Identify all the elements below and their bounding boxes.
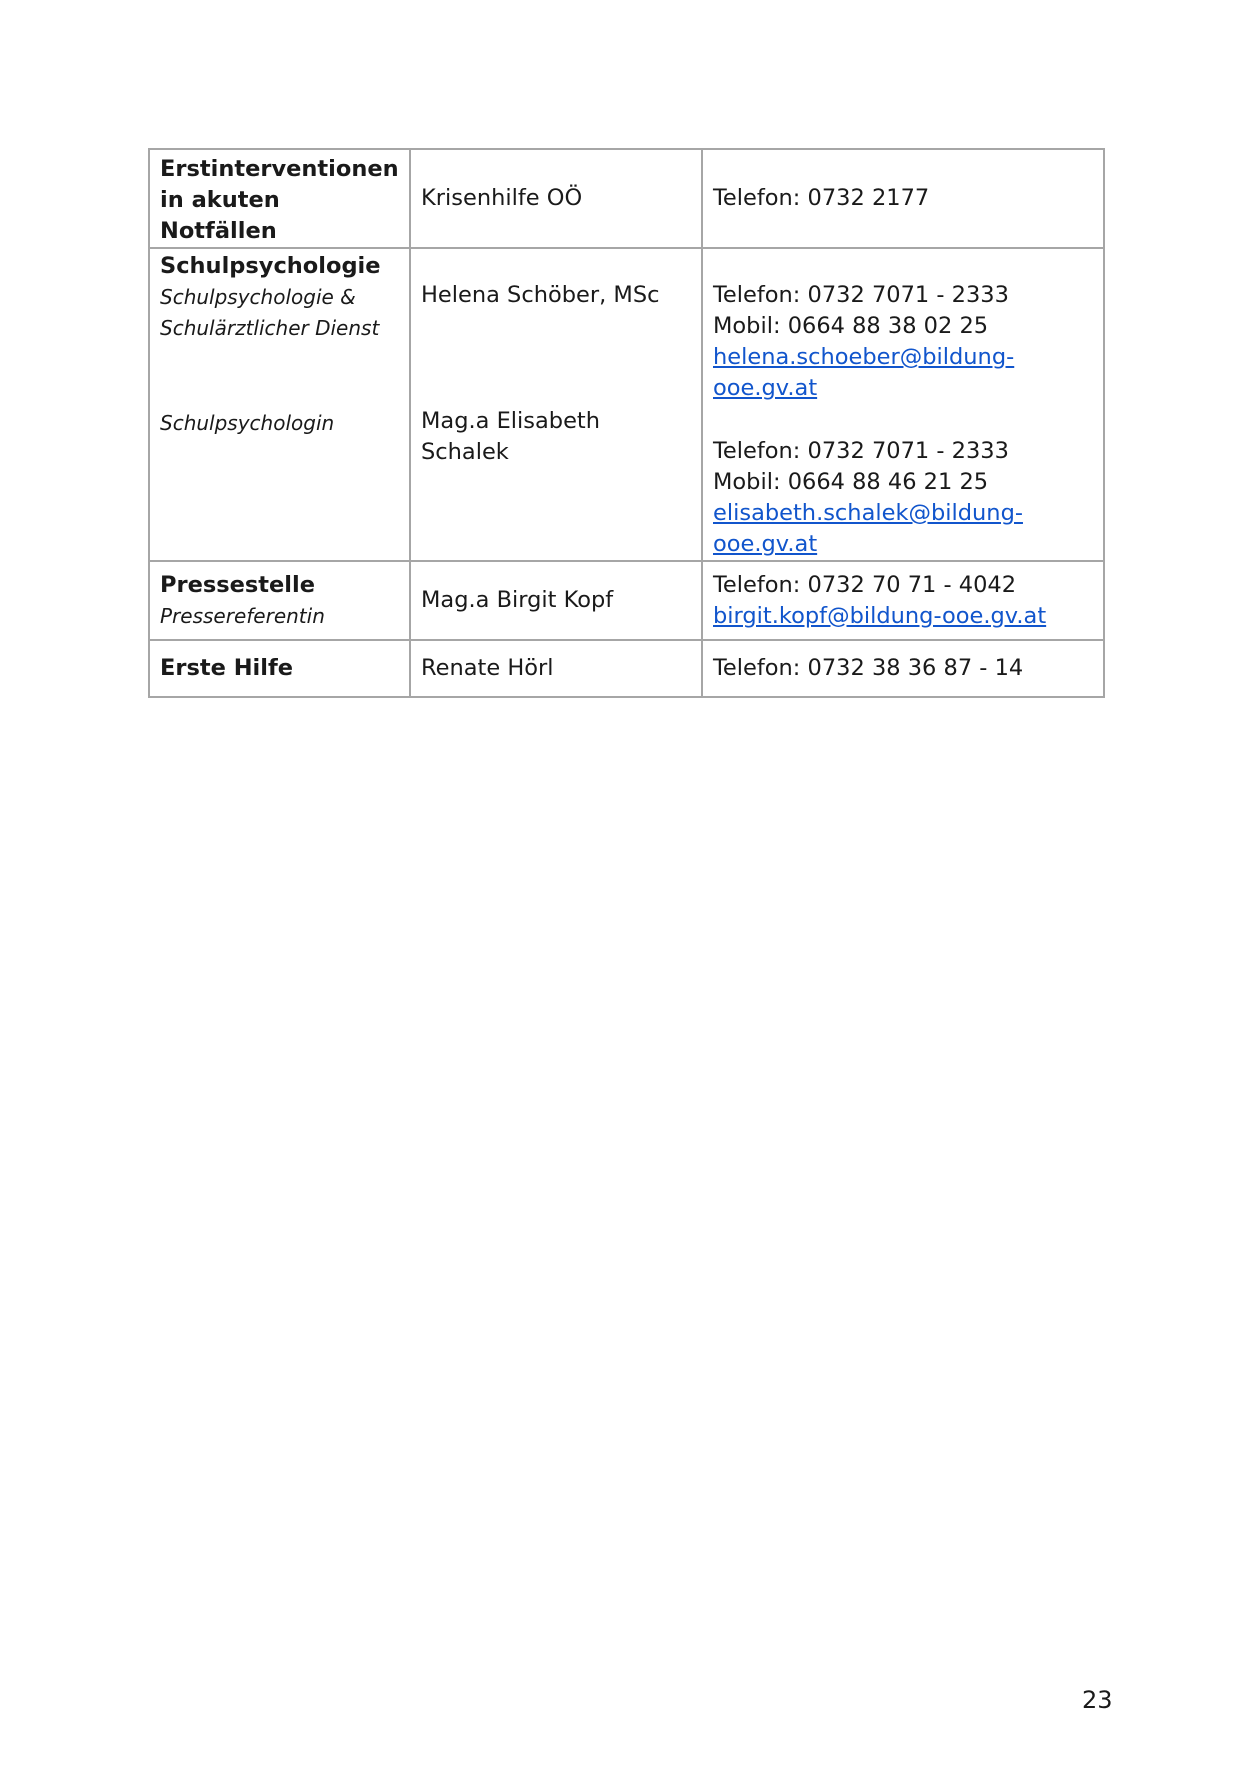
- person-name: Mag.a Elisabeth Schalek: [421, 408, 601, 465]
- category-label: Erste Hilfe: [160, 655, 294, 681]
- person-cell: [410, 149, 702, 248]
- phone-number: Telefon: 0732 38 36 87 - 14: [713, 655, 1024, 681]
- table-row: [149, 248, 1104, 561]
- table-row: [149, 640, 1104, 697]
- phone-number: Telefon: 0732 2177: [713, 185, 930, 211]
- subcategory-label: Schulpsychologie & Schulärztlicher Dienst: [160, 285, 380, 340]
- person-name: Krisenhilfe OÖ: [421, 185, 583, 211]
- person-cell: [410, 248, 702, 561]
- category-label: Erstinterventionen in akuten Notfällen: [160, 156, 399, 244]
- table-row: [149, 149, 1104, 248]
- contact-cell: [702, 149, 1104, 248]
- person-cell: [410, 561, 702, 640]
- person-name: Renate Hörl: [421, 655, 554, 681]
- mobile-number: Mobil: 0664 88 46 21 25: [713, 469, 989, 495]
- email-link[interactable]: helena.schoeber@bildung-ooe.gv.at: [713, 344, 1015, 401]
- category-label: Pressestelle: [160, 571, 315, 598]
- phone-number: Telefon: 0732 70 71 - 4042: [713, 571, 1017, 598]
- contact-cell: [702, 640, 1104, 697]
- person-name: Helena Schöber, MSc: [421, 282, 660, 308]
- role-label: Schulpsychologin: [160, 411, 335, 435]
- table-row: [149, 561, 1104, 640]
- person-cell: [410, 640, 702, 697]
- subcategory-label: Pressereferentin: [160, 603, 325, 628]
- mobile-number: Mobil: 0664 88 38 02 25: [713, 313, 989, 339]
- email-link[interactable]: birgit.kopf@bildung-ooe.gv.at: [713, 602, 1047, 629]
- contact-cell: [702, 561, 1104, 640]
- email-link[interactable]: elisabeth.schalek@bildung-ooe.gv.at: [713, 500, 1023, 557]
- category-cell: [149, 561, 410, 640]
- phone-number: Telefon: 0732 7071 - 2333: [713, 438, 1009, 464]
- page-number: 23: [1082, 1686, 1113, 1714]
- category-cell: [149, 149, 410, 248]
- contact-table: [148, 148, 1105, 698]
- person-name: Mag.a Birgit Kopf: [421, 587, 614, 613]
- phone-number: Telefon: 0732 7071 - 2333: [713, 282, 1009, 308]
- category-label: Schulpsychologie: [160, 253, 381, 279]
- category-cell: [149, 248, 410, 561]
- category-cell: [149, 640, 410, 697]
- contact-cell: [702, 248, 1104, 561]
